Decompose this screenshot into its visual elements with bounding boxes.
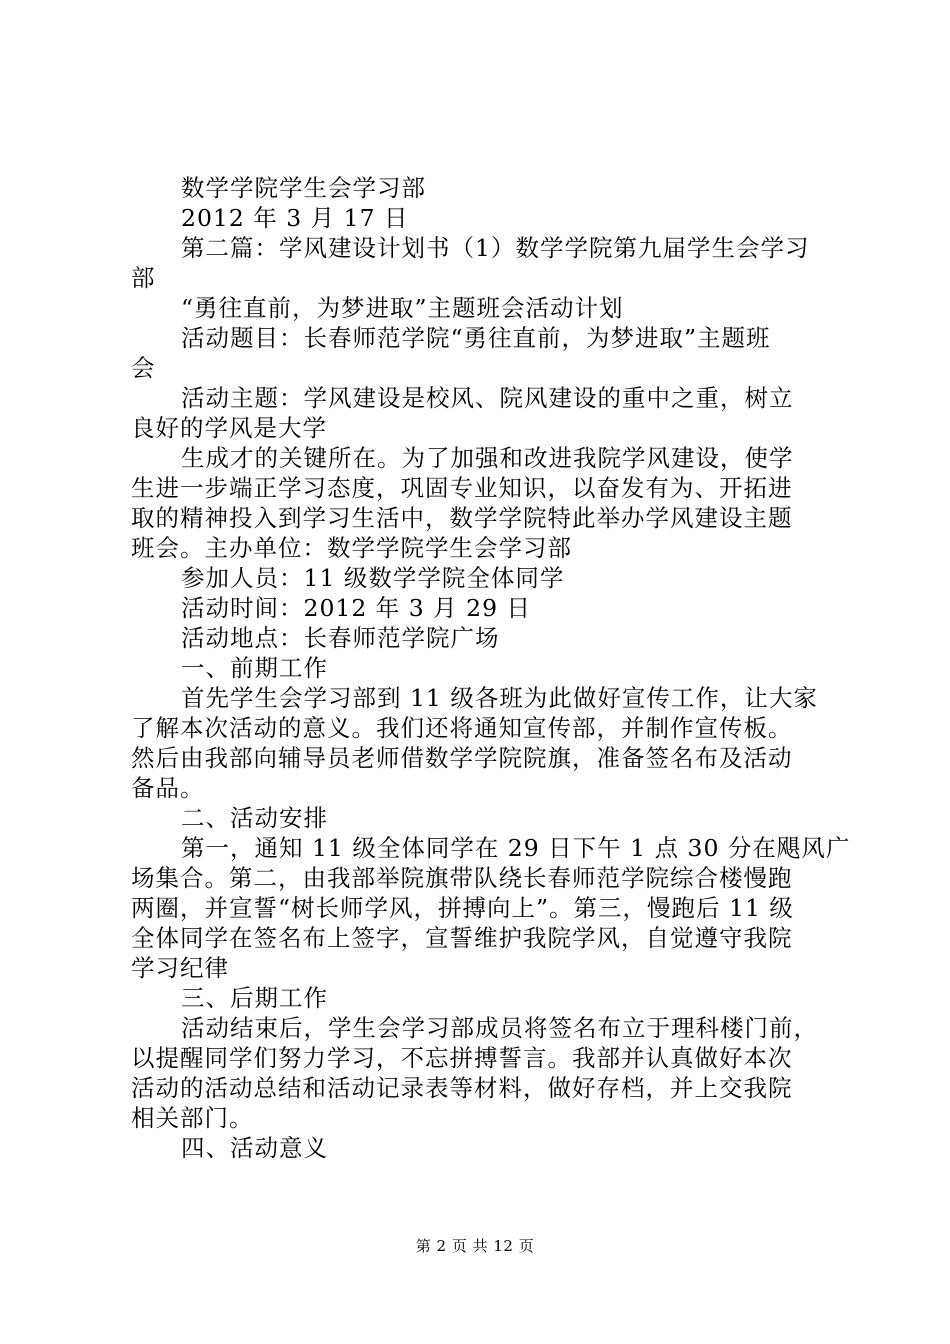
paragraph-line: 会 xyxy=(131,354,156,382)
paragraph-line: 活动地点：长春师范学院广场 xyxy=(181,624,500,652)
paragraph-line: 学习纪律 xyxy=(131,954,229,982)
paragraph-line: 四、活动意义 xyxy=(181,1134,328,1162)
paragraph-line: 参加人员：11 级数学学院全体同学 xyxy=(181,564,565,592)
paragraph-line: 相关部门。 xyxy=(131,1104,254,1132)
paragraph-line: 活动主题：学风建设是校风、院风建设的重中之重，树立 xyxy=(181,384,794,412)
page-footer: 第 2 页 共 12 页 xyxy=(415,1237,535,1255)
paragraph-line: 首先学生会学习部到 11 级各班为此做好宣传工作，让大家 xyxy=(181,684,818,712)
paragraph-line: 第一，通知 11 级全体同学在 29 日下午 1 点 30 分在飓风广 xyxy=(181,834,851,862)
paragraph-line: 生成才的关键所在。为了加强和改进我院学风建设，使学 xyxy=(181,444,794,472)
paragraph-line: 班会。主办单位：数学学院学生会学习部 xyxy=(131,534,572,562)
paragraph-line: 备品。 xyxy=(131,774,205,802)
paragraph-line: 活动结束后，学生会学习部成员将签名布立于理科楼门前， xyxy=(181,1014,818,1042)
paragraph-line: 生进一步端正学习态度，巩固专业知识，以奋发有为、开拓进 xyxy=(131,474,793,502)
paragraph-line: 第二篇：学风建设计划书（1）数学学院第九届学生会学习 xyxy=(181,234,810,262)
paragraph-line: 数学学院学生会学习部 xyxy=(181,174,426,202)
paragraph-line: “勇往直前，为梦进取”主题班会活动计划 xyxy=(181,294,624,322)
paragraph-line: 二、活动安排 xyxy=(181,804,328,832)
paragraph-line: 2012 年 3 月 17 日 xyxy=(181,204,409,232)
paragraph-line: 两圈，并宣誓“树长师学风，拼搏向上”。第三，慢跑后 11 级 xyxy=(131,894,794,922)
paragraph-line: 活动题目：长春师范学院“勇往直前，为梦进取”主题班 xyxy=(181,324,771,352)
paragraph-line: 三、后期工作 xyxy=(181,984,328,1012)
paragraph-line: 良好的学风是大学 xyxy=(131,414,327,442)
paragraph-line: 一、前期工作 xyxy=(181,654,328,682)
paragraph-line: 取的精神投入到学习生活中，数学学院特此举办学风建设主题 xyxy=(131,504,793,532)
paragraph-line: 全体同学在签名布上签字，宣誓维护我院学风，自觉遵守我院 xyxy=(131,924,793,952)
paragraph-line: 活动的活动总结和活动记录表等材料，做好存档，并上交我院 xyxy=(131,1074,793,1102)
paragraph-line: 了解本次活动的意义。我们还将通知宣传部，并制作宣传板。 xyxy=(131,714,793,742)
paragraph-line: 部 xyxy=(131,264,156,292)
paragraph-line: 以提醒同学们努力学习，不忘拼搏誓言。我部并认真做好本次 xyxy=(131,1044,793,1072)
paragraph-line: 场集合。第二，由我部举院旗带队绕长春师范学院综合楼慢跑 xyxy=(131,864,793,892)
paragraph-line: 然后由我部向辅导员老师借数学学院院旗，准备签名布及活动 xyxy=(131,744,793,772)
document-body xyxy=(131,173,851,1163)
paragraph-line: 活动时间：2012 年 3 月 29 日 xyxy=(181,594,532,622)
